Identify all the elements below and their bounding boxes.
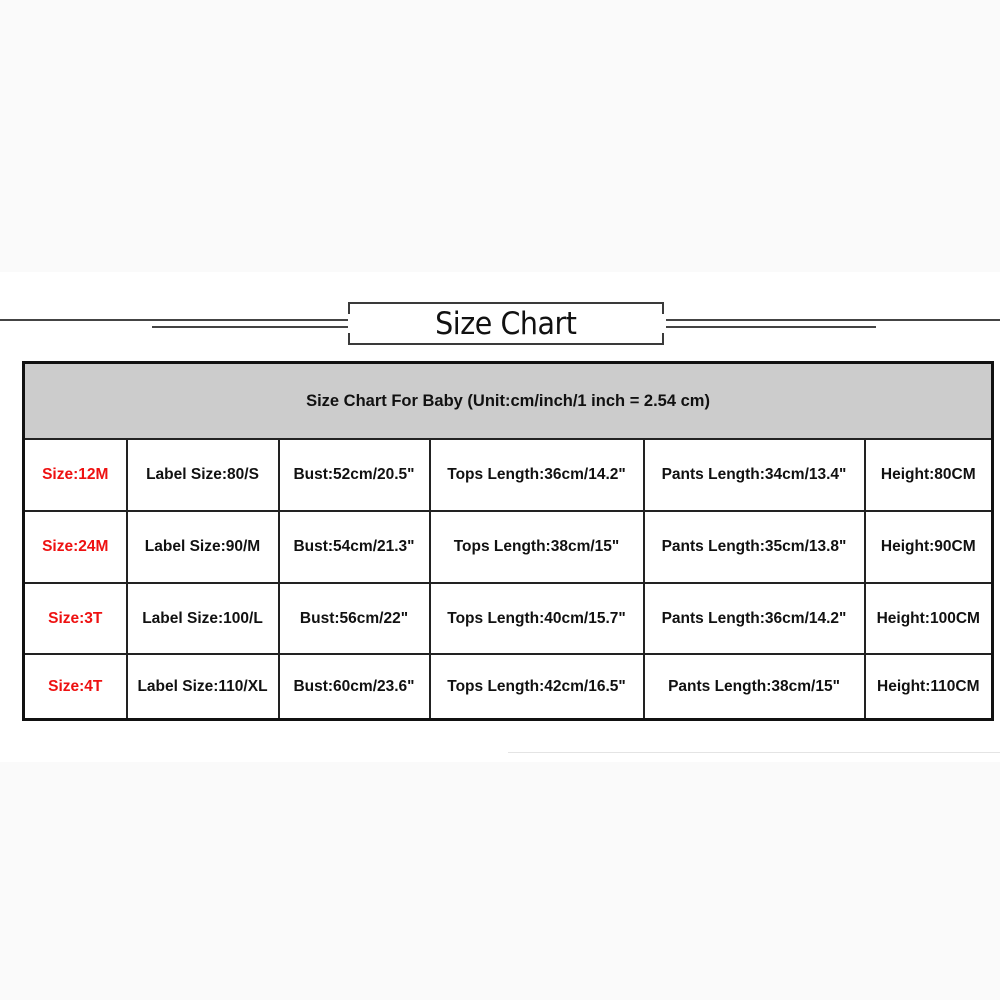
height-cell: Height:90CM xyxy=(865,511,993,583)
size-cell: Size:12M xyxy=(24,439,127,511)
label-size-cell: Label Size:90/M xyxy=(127,511,279,583)
title-rule-right-long xyxy=(666,319,1000,321)
label-size-cell: Label Size:100/L xyxy=(127,583,279,654)
bust-cell: Bust:52cm/20.5" xyxy=(279,439,430,511)
table-row xyxy=(24,583,993,654)
tops-length-cell: Tops Length:36cm/14.2" xyxy=(430,439,644,511)
title-rule-left-long xyxy=(0,319,348,321)
table-row xyxy=(24,439,993,511)
bust-cell: Bust:60cm/23.6" xyxy=(279,654,430,720)
pants-length-cell: Pants Length:38cm/15" xyxy=(644,654,865,720)
height-cell: Height:80CM xyxy=(865,439,993,511)
table-row xyxy=(24,654,993,720)
title-box xyxy=(348,302,664,345)
table-header: Size Chart For Baby (Unit:cm/inch/1 inch = 2.54 cm) xyxy=(24,363,993,440)
label-size-cell: Label Size:80/S xyxy=(127,439,279,511)
size-chart-table xyxy=(22,361,994,721)
pants-length-cell: Pants Length:36cm/14.2" xyxy=(644,583,865,654)
pants-length-cell: Pants Length:35cm/13.8" xyxy=(644,511,865,583)
bust-cell: Bust:54cm/21.3" xyxy=(279,511,430,583)
table-header-row xyxy=(24,363,993,440)
title-rule-left-short xyxy=(152,326,348,328)
divider-line xyxy=(508,752,1000,753)
page-title: Size Chart xyxy=(435,306,577,342)
height-cell: Height:100CM xyxy=(865,583,993,654)
height-cell: Height:110CM xyxy=(865,654,993,720)
size-cell: Size:3T xyxy=(24,583,127,654)
tops-length-cell: Tops Length:38cm/15" xyxy=(430,511,644,583)
title-rule-right-short xyxy=(666,326,876,328)
size-cell: Size:24M xyxy=(24,511,127,583)
table-row xyxy=(24,511,993,583)
tops-length-cell: Tops Length:40cm/15.7" xyxy=(430,583,644,654)
size-cell: Size:4T xyxy=(24,654,127,720)
label-size-cell: Label Size:110/XL xyxy=(127,654,279,720)
bust-cell: Bust:56cm/22" xyxy=(279,583,430,654)
pants-length-cell: Pants Length:34cm/13.4" xyxy=(644,439,865,511)
tops-length-cell: Tops Length:42cm/16.5" xyxy=(430,654,644,720)
